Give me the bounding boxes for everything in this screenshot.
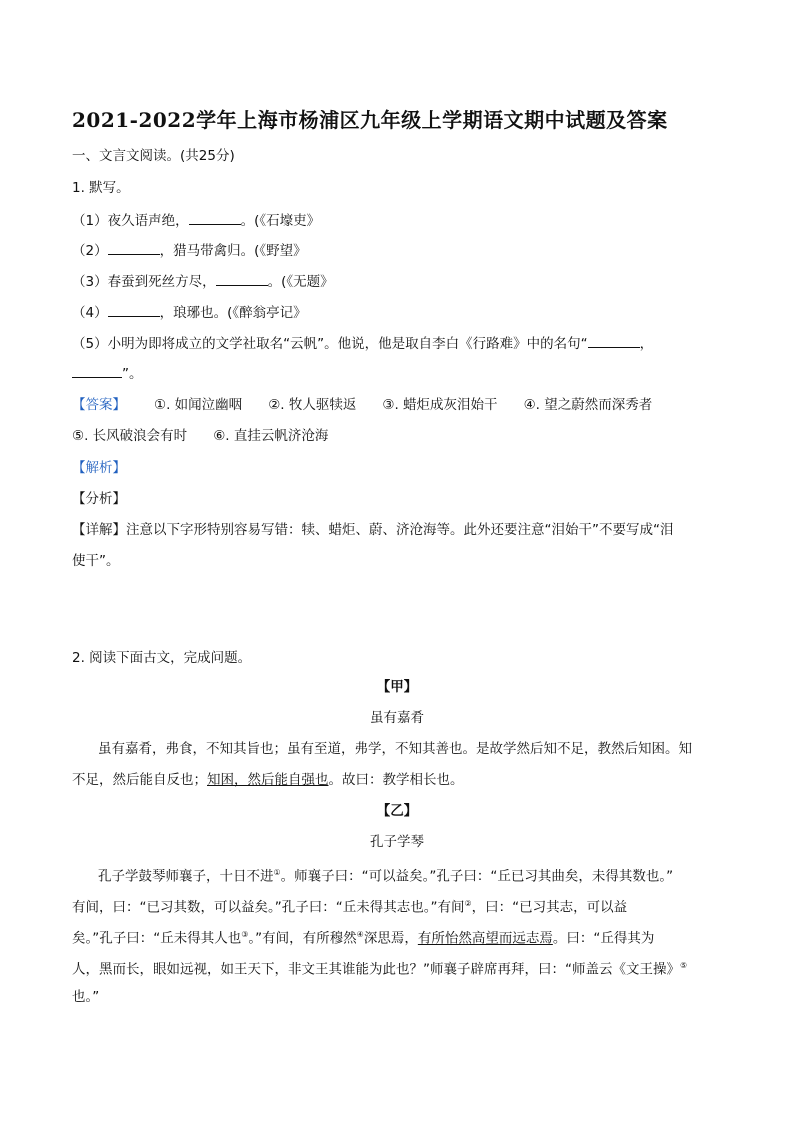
question-1-stem: 1. 默写。 <box>72 180 130 196</box>
detail-line-2: 使干”。 <box>72 553 120 569</box>
passage-text: 。曰：“丘得其为 <box>552 930 655 947</box>
item-source: 。(《石壕吏》 <box>240 213 321 229</box>
question-1-item-4 <box>72 302 307 323</box>
section-heading: 一、文言文阅读。(共25分) <box>72 148 235 164</box>
passage-text: ，曰：“已习其志，可以益 <box>471 899 628 916</box>
passage-b-label: 【乙】 <box>376 803 418 819</box>
item-text: （1）夜久语声绝， <box>72 213 189 229</box>
fenxi-label: 【分析】 <box>72 491 126 507</box>
item-text: （2） <box>72 243 108 259</box>
passage-b-line-1 <box>98 863 673 887</box>
answer-row-2 <box>72 426 354 446</box>
passage-text: 有间，曰：“已习其数，可以益矣。”孔子曰：“丘未得其志也。”有间 <box>72 899 465 916</box>
answer-blank <box>189 210 241 225</box>
answer-blank <box>588 333 640 348</box>
answer-blank <box>108 240 160 255</box>
passage-a-line-1: 虽有嘉肴，弗食，不知其旨也；虽有至道，弗学，不知其善也。是故学然后知不足，教然后知困。知 <box>98 741 692 757</box>
answer-item: ①. 如闻泣幽咽 <box>154 397 243 413</box>
underlined-sentence: 有所怡然高望而远志焉 <box>417 930 553 947</box>
passage-text: 人，黑而长，眼如远视，如王天下，非文王其谁能为此也？”师襄子辟席再拜，曰：“师盖云《文王操》 <box>72 961 680 978</box>
passage-b-line-2 <box>72 894 627 918</box>
question-1-item-2 <box>72 240 307 261</box>
question-1-item-5 <box>72 333 653 354</box>
item-text: （3）春蚕到死丝方尽， <box>72 274 216 290</box>
answer-item: ④. 望之蔚然而深秀者 <box>523 397 653 413</box>
passage-text: 不足，然后能自反也； <box>72 772 207 788</box>
item-source: ，琅琊也。(《醉翁亭记》 <box>159 305 307 321</box>
passage-b-line-3 <box>72 925 654 949</box>
passage-a-line-2 <box>72 770 464 790</box>
passage-b-title: 孔子学琴 <box>370 834 424 850</box>
answer-blank <box>72 363 122 378</box>
answer-label: 【答案】 <box>72 397 126 413</box>
passage-a-title: 虽有嘉肴 <box>370 710 424 726</box>
passage-text: 。故曰：教学相长也。 <box>328 772 464 788</box>
answer-item: ⑥. 直挂云帆济沧海 <box>213 428 329 444</box>
question-1-item-5-cont <box>72 363 143 384</box>
answer-row-1 <box>72 395 652 415</box>
footnote-mark: ② <box>464 899 472 908</box>
item-text: （5）小明为即将成立的文学社取名“云帆”。他说，他是取自李白《行路难》中的名句“ <box>72 336 588 352</box>
answer-blank <box>216 271 268 286</box>
item-source: 。(《无题》 <box>267 274 334 290</box>
item-punct: ， <box>639 336 654 352</box>
detail-line-1 <box>72 520 673 540</box>
answer-item: ③. 蜡炬成灰泪始干 <box>382 397 498 413</box>
passage-text: 。师襄子曰：“可以益矣。”孔子曰：“丘已习其曲矣，未得其数也。” <box>280 868 674 885</box>
passage-text: 深思焉， <box>363 930 418 947</box>
footnote-mark: ① <box>273 868 281 877</box>
analysis-label: 【解析】 <box>72 460 126 476</box>
question-1-item-3 <box>72 271 334 292</box>
detail-label: 【详解】 <box>72 522 126 538</box>
item-text: （4） <box>72 305 108 321</box>
answer-item: ②. 牧人驱犊返 <box>268 397 357 413</box>
item-punct: ”。 <box>122 366 143 382</box>
passage-b-line-4 <box>72 956 687 980</box>
underlined-sentence: 知困，然后能自强也 <box>207 772 329 788</box>
page-title: 2021-2022学年上海市杨浦区九年级上学期语文期中试题及答案 <box>72 108 668 132</box>
footnote-mark: ③ <box>241 930 249 939</box>
question-2-stem: 2. 阅读下面古文，完成问题。 <box>72 650 252 666</box>
passage-a-label: 【甲】 <box>376 679 418 695</box>
footnote-mark: ④ <box>356 930 364 939</box>
answer-blank <box>108 302 160 317</box>
item-source: ，猎马带禽归。(《野望》 <box>159 243 307 259</box>
answer-item: ⑤. 长风破浪会有时 <box>72 428 188 444</box>
passage-text: 。”有间，有所穆然 <box>248 930 357 947</box>
passage-text: 矣。”孔子曰：“丘未得其人也 <box>72 930 242 947</box>
footnote-mark: ⑤ <box>680 961 688 970</box>
passage-text: 孔子学鼓琴师襄子，十日不进 <box>98 868 274 885</box>
question-1-item-1 <box>72 210 320 231</box>
detail-text: 注意以下字形特别容易写错：犊、蜡炬、蔚、济沧海等。此外还要注意“泪始干”不要写成“泪 <box>126 522 674 538</box>
passage-b-line-5: 也。” <box>72 989 100 1005</box>
